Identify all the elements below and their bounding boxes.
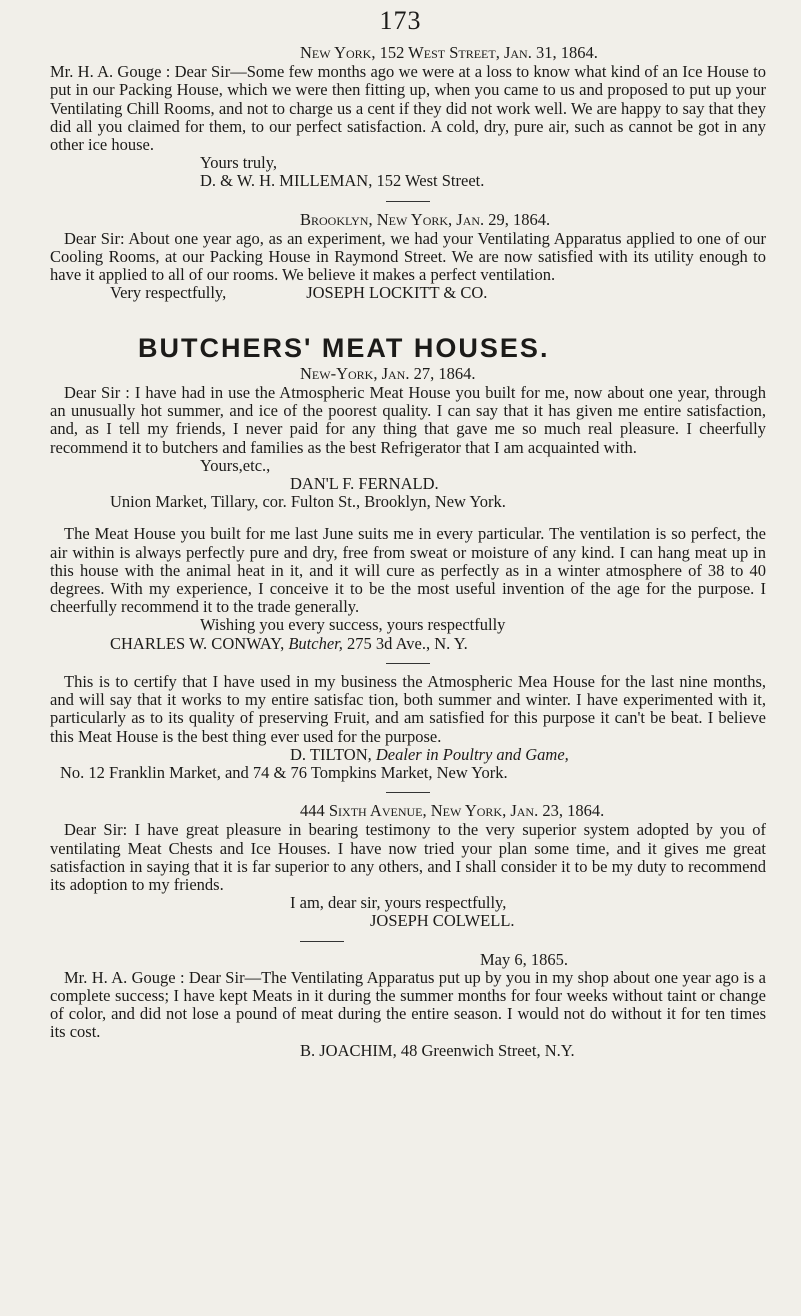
- letter-tilton: [50, 673, 766, 782]
- letter-body: The Meat House you built for me last June suits me in every particular. The ventilation is so perfect, the air within is always perfectly pure and dry, free from sweat or moisture of any kind. I can hang meat up in this house with the animal heat in it, and it will cure as perfectly as in a winter atmosphere of 38 to 40 degrees. With my experience, I conceive it to be the most useful invention of the age for the purpose. I cheerfully recommend it to the trade generally.: [50, 524, 766, 617]
- letter-dateline: 444 Sixth Avenue, New York, Jan. 23, 1864.: [300, 801, 605, 821]
- divider-rule: [386, 792, 430, 793]
- letter-signoff: [50, 284, 766, 302]
- letter-body: This is to certify that I have used in my business the Atmospheric Mea House for the last nine months, and will say that it works to my entire satisfac tion, both summer and winter. I have experimented with it, particularly as to its quality of preserving Fruit, and am satisfied for this purpose it can't be beat. I believe this Meat House is the best thing ever used for the purpose.: [50, 671, 766, 746]
- letter-lockitt: [50, 211, 766, 303]
- letter-signature-title: Butcher,: [288, 633, 343, 653]
- letter-dateline: Brooklyn, New York, Jan. 29, 1864.: [300, 209, 551, 229]
- letter-address: 275 3d Ave., N. Y.: [347, 633, 468, 653]
- letter-body: Mr. H. A. Gouge : Dear Sir—Some few months ago we were at a loss to know what kind of an Ice House to put in our Packing House, which we were then fitting up, when you came to us and proposed to put up your Ventilating Chill Rooms, and not to charge us a cent if they did not work well. We are happy to say that they did all you claimed for them, to our perfect satisfaction. A cold, dry, pure air, such as cannot be got in any other ice house.: [50, 62, 766, 155]
- letter-joachim: [50, 951, 766, 1060]
- letter-address: Union Market, Tillary, cor. Fulton St., Brooklyn, New York.: [110, 492, 506, 512]
- letter-body: Mr. H. A. Gouge : Dear Sir—The Ventilating Apparatus put up by you in my shop about one year ago is a complete success; I have kept Meats in it during the summer months for four weeks without taint or change of color, and did not lose a pound of meat during the entire season. I would not do without it for ten times its cost.: [50, 967, 766, 1042]
- page-number: 173: [379, 6, 422, 35]
- letter-signature-line: [50, 746, 766, 764]
- letter-closing: Yours truly,: [200, 153, 278, 173]
- divider-rule: [386, 201, 430, 202]
- letter-closing: Wishing you every success, yours respectfully: [200, 615, 506, 635]
- letter-signature: CHARLES W. CONWAY,: [110, 633, 285, 653]
- letter-dateline: New York, 152 West Street, Jan. 31, 1864.: [300, 43, 598, 62]
- letter-closing: Yours,etc.,: [200, 455, 271, 475]
- letter-body: Dear Sir: About one year ago, as an experiment, we had your Ventilating Apparatus applied to one of our Cooling Rooms, at our Packing House in Raymond Street. We are now satisfied with its utility enough to have it applied to all of our rooms. We believe it makes a perfect ventilation.: [50, 228, 766, 285]
- letter-signature: JOSEPH LOCKITT & CO.: [306, 283, 488, 303]
- letter-dateline: May 6, 1865.: [480, 949, 568, 969]
- letter-signature: B. JOACHIM, 48 Greenwich Street, N.Y.: [300, 1040, 575, 1060]
- section-heading: BUTCHERS' MEAT HOUSES.: [138, 332, 550, 363]
- letter-closing: Very respectfully,: [110, 283, 227, 303]
- letter-signature: JOSEPH COLWELL.: [370, 911, 515, 931]
- letter-address: No. 12 Franklin Market, and 74 & 76 Tompkins Market, New York.: [60, 762, 508, 782]
- letter-signature-line: [50, 635, 766, 653]
- letter-colwell: [50, 802, 766, 930]
- divider-rule: [300, 941, 344, 942]
- letter-signature-title: Dealer in Poultry and Game,: [375, 744, 569, 764]
- letter-conway: [50, 525, 766, 652]
- letter-dateline: New-York, Jan. 27, 1864.: [300, 363, 476, 383]
- letter-signature: D. TILTON,: [290, 744, 372, 764]
- letter-signature: D. & W. H. MILLEMAN, 152 West Street.: [200, 171, 485, 191]
- divider-rule: [386, 663, 430, 664]
- letter-fernald: [50, 365, 766, 512]
- letter-body: Dear Sir : I have had in use the Atmospheric Meat House you built for me, now about one year, through an unusually hot summer, and ice of the poorest quality. I can say that it has given me entire satisfaction, and, as I tell my friends, I never paid for any thing that gave me so much real pleasure. I cheerfully recommend it to butchers and families as the best Refrigerator that I am acquainted with.: [50, 383, 766, 457]
- page-text: [50, 44, 766, 1060]
- letter-body: Dear Sir: I have great pleasure in bearing testimony to the very superior system adopted by you of ventilating Meat Chests and Ice Houses. I have now tried your plan some time, and it gives me great satisfaction in saying that it is far superior to any others, and I shall consider it to be my duty to recommend its adoption to my friends.: [50, 820, 766, 894]
- letter-signature: DAN'L F. FERNALD.: [290, 474, 439, 494]
- letter-closing: I am, dear sir, yours respectfully,: [290, 893, 507, 913]
- letter-milleman: [50, 44, 766, 191]
